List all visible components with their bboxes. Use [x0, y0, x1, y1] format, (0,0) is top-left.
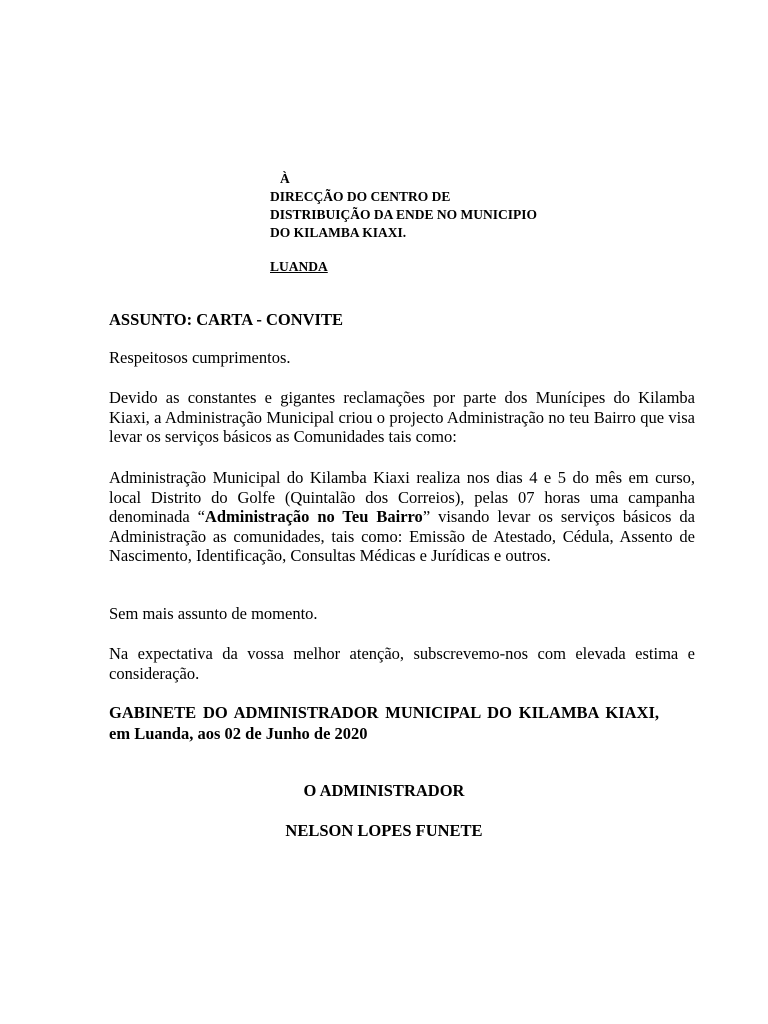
paragraph-campaign-after: ” visando levar os serviços básicos da Administração as comunidades, tais como: Emissão de Atestado, Cédula, Assento de Nascimento, Identificação, Consultas Médicas e Jurídicas e outros. [109, 507, 695, 565]
subject-line: ASSUNTO: CARTA - CONVITE [109, 310, 343, 329]
greeting: Respeitosos cumprimentos. [109, 348, 291, 367]
paragraph-campaign [109, 468, 695, 566]
signature-title: O ADMINISTRADOR [303, 781, 465, 800]
paragraph-expectation: Na expectativa da vossa melhor atenção, subscrevemo-nos com elevada estima e consideração. [109, 644, 695, 683]
campaign-name: Administração no Teu Bairro [204, 507, 423, 526]
recipient-address-block [270, 170, 630, 276]
paragraph-no-further-matter: Sem mais assunto de momento. [109, 604, 318, 623]
closing-place-date: GABINETE DO ADMINISTRADOR MUNICIPAL DO KILAMBA KIAXI, em Luanda, aos 02 de Junho de 2020 [109, 703, 659, 743]
paragraph-project-intro: Devido as constantes e gigantes reclamações por parte dos Munícipes do Kilamba Kiaxi, a Administração Municipal criou o projecto Administração no teu Bairro que visa levar os serviços básicos as Comunidades tais como: [109, 388, 695, 446]
recipient-line-2: DISTRIBUIÇÃO DA ENDE NO MUNICIPIO [270, 207, 538, 222]
recipient-prefix: À [280, 171, 290, 186]
recipient-line-3: DO KILAMBA KIAXI. [270, 225, 407, 240]
signature-name: NELSON LOPES FUNETE [285, 821, 483, 840]
recipient-city: LUANDA [270, 259, 328, 274]
recipient-line-1: DIRECÇÃO DO CENTRO DE [270, 189, 451, 204]
paragraph-campaign-before: Administração Municipal do Kilamba Kiaxi realiza nos dias 4 e 5 do mês em curso, local Distrito do Golfe (Quintalão dos Correios), pelas 07 horas uma campanha denominada “ [109, 468, 695, 526]
